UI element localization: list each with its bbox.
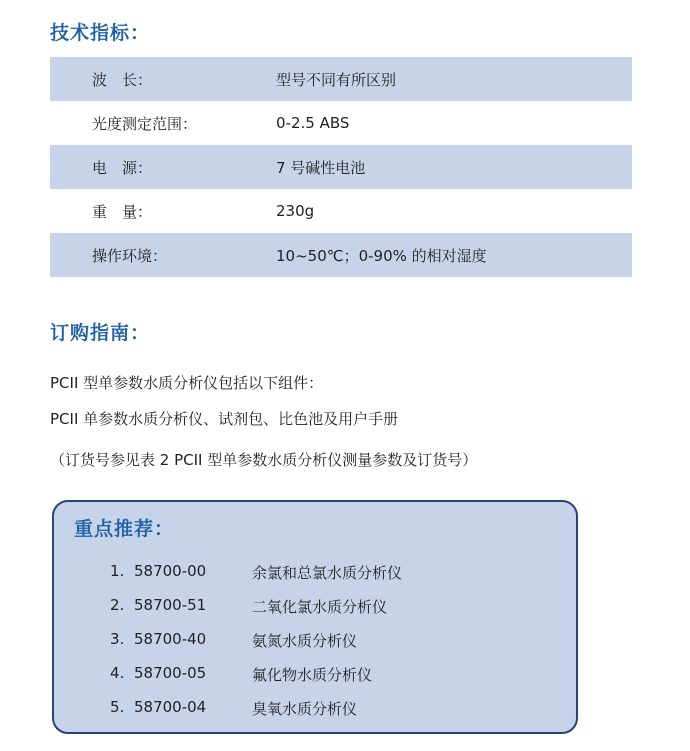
spec-row-power xyxy=(50,145,632,189)
ordering-heading: 订购指南： xyxy=(50,322,151,344)
recommend-item xyxy=(110,698,357,719)
item-code: 58700-04 xyxy=(134,698,207,716)
ordering-line-1: PCII 型单参数水质分析仪包括以下组件： xyxy=(50,374,324,392)
spec-label: 光度测定范围： xyxy=(92,114,198,133)
item-name: 余氯和总氯水质分析仪 xyxy=(252,564,403,582)
recommend-item xyxy=(110,630,357,651)
spec-value: 7 号碱性电池 xyxy=(276,158,366,177)
item-number: 5. xyxy=(110,698,125,716)
item-name: 二氧化氯水质分析仪 xyxy=(252,598,388,616)
item-number: 3. xyxy=(110,630,125,648)
spec-value: 0-2.5 ABS xyxy=(276,114,350,132)
spec-row-wavelength xyxy=(50,57,632,101)
item-number: 1. xyxy=(110,562,125,580)
spec-value: 型号不同有所区别 xyxy=(276,70,397,89)
spec-row-environment xyxy=(50,233,632,277)
item-code: 58700-00 xyxy=(134,562,207,580)
item-code: 58700-51 xyxy=(134,596,207,614)
ordering-line-3: （订货号参见表 2 PCII 型单参数水质分析仪测量参数及订货号） xyxy=(50,451,478,469)
tech-spec-heading: 技术指标： xyxy=(50,22,151,44)
item-name: 氟化物水质分析仪 xyxy=(252,666,373,684)
spec-value: 230g xyxy=(276,202,315,220)
item-code: 58700-05 xyxy=(134,664,207,682)
spec-row-range xyxy=(50,101,632,145)
spec-value: 10~50℃；0-90% 的相对湿度 xyxy=(276,246,487,265)
spec-label: 操作环境： xyxy=(92,246,168,265)
recommend-heading: 重点推荐： xyxy=(74,518,175,540)
tech-spec-table xyxy=(50,57,632,277)
item-name: 臭氧水质分析仪 xyxy=(252,700,358,718)
item-name: 氨氮水质分析仪 xyxy=(252,632,358,650)
recommend-item xyxy=(110,562,402,583)
spec-label: 电 源： xyxy=(92,158,153,177)
ordering-line-2: PCII 单参数水质分析仪、试剂包、比色池及用户手册 xyxy=(50,410,399,428)
recommend-item xyxy=(110,664,372,685)
spec-label: 重 量： xyxy=(92,202,153,221)
item-number: 2. xyxy=(110,596,125,614)
recommend-box xyxy=(52,500,578,734)
spec-label: 波 长： xyxy=(92,70,153,89)
spec-row-weight xyxy=(50,189,632,233)
item-code: 58700-40 xyxy=(134,630,207,648)
recommend-item xyxy=(110,596,387,617)
item-number: 4. xyxy=(110,664,125,682)
